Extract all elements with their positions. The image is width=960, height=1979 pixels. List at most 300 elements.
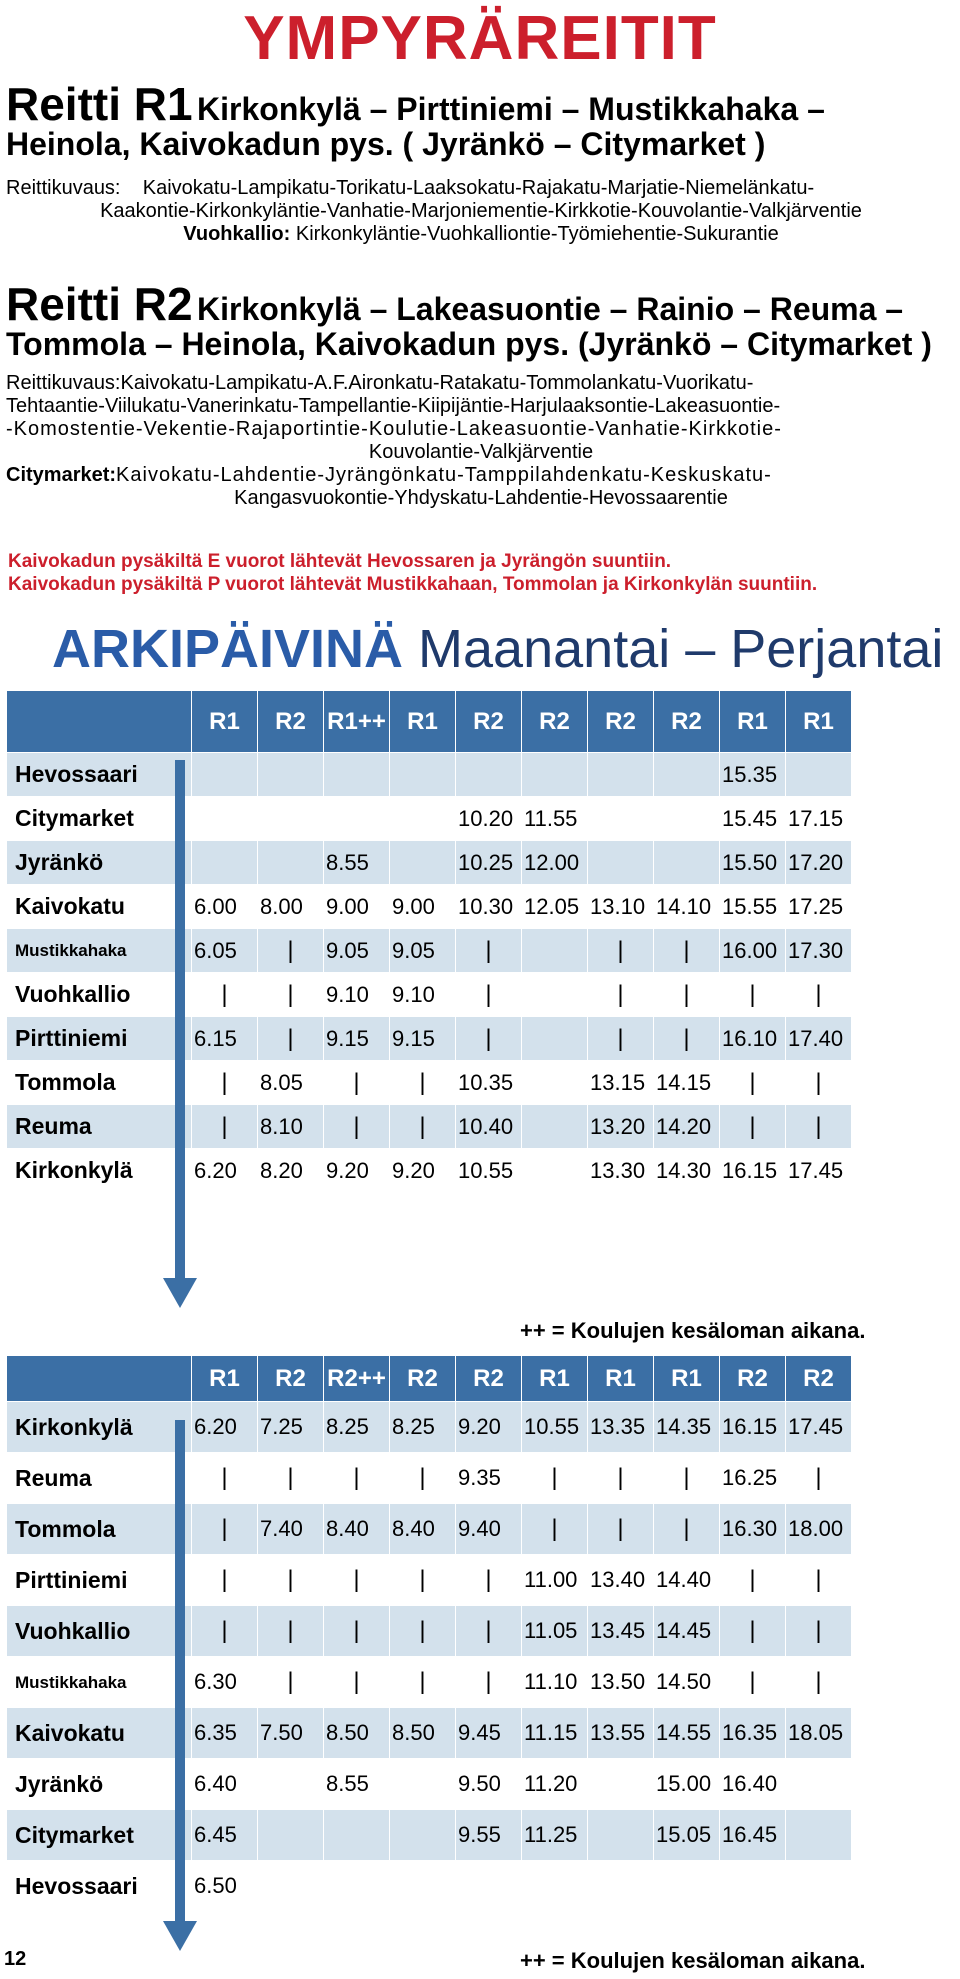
stop-name: Pirttiniemi	[7, 1555, 192, 1606]
stop-name: Mustikkahaka	[7, 1657, 192, 1708]
route1-code: Reitti R1	[6, 78, 193, 130]
pass-through-marker: |	[522, 1453, 588, 1504]
pass-through-marker: |	[390, 1555, 456, 1606]
departure-time	[390, 797, 456, 841]
departure-time: 6.45	[192, 1810, 258, 1861]
route2-description-line3: -Komostentie-Vekentie-Rajaportintie-Koulutie-Lakeasuontie-Vanhatie-Kirkkotie-	[6, 418, 782, 440]
pass-through-marker: |	[786, 973, 852, 1017]
stop-name: Hevossaari	[7, 1861, 192, 1912]
pass-through-marker: |	[324, 1105, 390, 1149]
route1-description	[6, 177, 956, 246]
pass-through-marker: |	[390, 1453, 456, 1504]
departure-time: 11.00	[522, 1555, 588, 1606]
departure-time: 6.30	[192, 1657, 258, 1708]
departure-time: 7.40	[258, 1504, 324, 1555]
table-row	[7, 973, 852, 1017]
direction-arrow-shaft-1	[175, 760, 185, 1280]
departure-time: 7.50	[258, 1708, 324, 1759]
stop-name: Pirttiniemi	[7, 1017, 192, 1061]
pass-through-marker: |	[192, 1504, 258, 1555]
departure-time: 12.05	[522, 885, 588, 929]
departure-time: 13.50	[588, 1657, 654, 1708]
pass-through-marker: |	[786, 1657, 852, 1708]
departure-time: 18.05	[786, 1708, 852, 1759]
route-column-header: R1	[192, 691, 258, 753]
table-row	[7, 841, 852, 885]
stop-name: Reuma	[7, 1105, 192, 1149]
direction-arrow-head-2	[163, 1921, 197, 1951]
route2-name-line2: Tommola – Heinola, Kaivokadun pys. (Jyränkö – Citymarket )	[6, 326, 932, 363]
route-column-header: R2	[456, 691, 522, 753]
departure-time: 16.10	[720, 1017, 786, 1061]
departure-time	[456, 1861, 522, 1912]
weekday-heading	[52, 619, 944, 679]
departure-time: 8.50	[390, 1708, 456, 1759]
pass-through-marker: |	[258, 1555, 324, 1606]
header-corner	[7, 691, 192, 753]
departure-time: 14.55	[654, 1708, 720, 1759]
departure-time: 6.20	[192, 1402, 258, 1453]
departure-time: 8.50	[324, 1708, 390, 1759]
stop-name: Mustikkahaka	[7, 929, 192, 973]
pass-through-marker: |	[720, 1555, 786, 1606]
route1-name-line1: Kirkonkylä – Pirttiniemi – Mustikkahaka –	[197, 91, 825, 127]
departure-time: 13.15	[588, 1061, 654, 1105]
departure-time	[258, 1810, 324, 1861]
route2-description-line4: Kouvolantie-Valkjärventie	[368, 441, 594, 463]
departure-time: 10.55	[522, 1402, 588, 1453]
departure-time: 9.40	[456, 1504, 522, 1555]
departure-time: 6.40	[192, 1759, 258, 1810]
departure-time	[522, 1017, 588, 1061]
departure-time	[522, 753, 588, 797]
pass-through-marker: |	[324, 1555, 390, 1606]
route-column-header: R2	[390, 1356, 456, 1402]
stop-name: Kirkonkylä	[7, 1149, 192, 1193]
departure-time: 13.40	[588, 1555, 654, 1606]
departure-time: 16.25	[720, 1453, 786, 1504]
table-row	[7, 929, 852, 973]
header-corner	[7, 1356, 192, 1402]
route2-variant-label: Citymarket:	[6, 464, 117, 486]
departure-time: 17.45	[786, 1149, 852, 1193]
departure-time: 8.55	[324, 841, 390, 885]
departure-time: 15.45	[720, 797, 786, 841]
pass-through-marker: |	[456, 929, 522, 973]
departure-time: 14.35	[654, 1402, 720, 1453]
pass-through-marker: |	[654, 929, 720, 973]
departure-time	[786, 1810, 852, 1861]
route2-code: Reitti R2	[6, 278, 193, 330]
departure-time	[258, 841, 324, 885]
route2-title	[6, 280, 932, 362]
pass-through-marker: |	[324, 1453, 390, 1504]
route-column-header: R2	[720, 1356, 786, 1402]
table1-footnote: ++ = Koulujen kesäloman aikana.	[520, 1318, 866, 1343]
departure-time: 13.10	[588, 885, 654, 929]
pass-through-marker: |	[192, 1061, 258, 1105]
table-row	[7, 1810, 852, 1861]
departure-time: 15.55	[720, 885, 786, 929]
route1-description-line1: Kaivokatu-Lampikatu-Torikatu-Laaksokatu-Rajakatu-Marjatie-Niemelänkatu-	[142, 177, 815, 199]
departure-time	[324, 753, 390, 797]
route1-variant-text: Kirkonkyläntie-Vuohkalliontie-Työmiehentie-Sukurantie	[295, 223, 779, 245]
departure-time: 10.40	[456, 1105, 522, 1149]
departure-time	[390, 1759, 456, 1810]
departure-time	[324, 797, 390, 841]
table-header-row	[7, 691, 852, 753]
departure-time: 10.20	[456, 797, 522, 841]
table-row	[7, 1017, 852, 1061]
departure-time: 9.15	[390, 1017, 456, 1061]
departure-time: 16.15	[720, 1402, 786, 1453]
pass-through-marker: |	[456, 1555, 522, 1606]
route-column-header: R1	[192, 1356, 258, 1402]
pass-through-marker: |	[258, 973, 324, 1017]
departure-time: 11.25	[522, 1810, 588, 1861]
departure-time: 16.00	[720, 929, 786, 973]
departure-time: 17.30	[786, 929, 852, 973]
departure-time: 11.05	[522, 1606, 588, 1657]
departure-time: 14.20	[654, 1105, 720, 1149]
table-row	[7, 1453, 852, 1504]
pass-through-marker: |	[258, 1606, 324, 1657]
pass-through-marker: |	[654, 1453, 720, 1504]
table-row	[7, 1149, 852, 1193]
pass-through-marker: |	[192, 1606, 258, 1657]
departure-time: 13.55	[588, 1708, 654, 1759]
departure-time: 9.55	[456, 1810, 522, 1861]
pass-through-marker: |	[456, 1606, 522, 1657]
departure-time: 17.25	[786, 885, 852, 929]
route-column-header: R2++	[324, 1356, 390, 1402]
pass-through-marker: |	[192, 1105, 258, 1149]
pass-through-marker: |	[786, 1555, 852, 1606]
departure-time	[588, 1861, 654, 1912]
route1-variant-label: Vuohkallio:	[183, 223, 291, 245]
route2-description	[6, 372, 956, 510]
departure-time: 14.50	[654, 1657, 720, 1708]
departure-time: 9.50	[456, 1759, 522, 1810]
route-column-header: R2	[588, 691, 654, 753]
route-column-header: R1	[720, 691, 786, 753]
timetable-return	[6, 1355, 852, 1912]
stop-name: Vuohkallio	[7, 1606, 192, 1657]
departure-time: 9.20	[324, 1149, 390, 1193]
stop-name: Jyränkö	[7, 1759, 192, 1810]
departure-time: 11.15	[522, 1708, 588, 1759]
departure-time: 10.30	[456, 885, 522, 929]
departure-time: 6.00	[192, 885, 258, 929]
departure-time: 6.15	[192, 1017, 258, 1061]
departure-time: 13.30	[588, 1149, 654, 1193]
route2-description-line2: Tehtaantie-Viilukatu-Vanerinkatu-Tampellantie-Kiipijäntie-Harjulaaksontie-Lakeasuontie-	[6, 395, 781, 417]
table-row	[7, 797, 852, 841]
departure-time: 6.20	[192, 1149, 258, 1193]
departure-time	[588, 797, 654, 841]
departure-time: 8.10	[258, 1105, 324, 1149]
table-header-row	[7, 1356, 852, 1402]
departure-time: 11.55	[522, 797, 588, 841]
stop-name: Kirkonkylä	[7, 1402, 192, 1453]
pass-through-marker: |	[390, 1061, 456, 1105]
departure-time	[786, 1861, 852, 1912]
departure-time: 12.00	[522, 841, 588, 885]
departure-time: 9.05	[390, 929, 456, 973]
departure-time: 14.10	[654, 885, 720, 929]
table2-footnote: ++ = Koulujen kesäloman aikana.	[520, 1948, 866, 1973]
stop-name: Reuma	[7, 1453, 192, 1504]
departure-time: 6.35	[192, 1708, 258, 1759]
departure-time	[654, 841, 720, 885]
departure-time	[588, 841, 654, 885]
departure-time: 8.40	[324, 1504, 390, 1555]
departure-time: 6.05	[192, 929, 258, 973]
departure-time	[324, 1861, 390, 1912]
departure-time	[258, 1861, 324, 1912]
table-row	[7, 1105, 852, 1149]
departure-time: 9.05	[324, 929, 390, 973]
route2-variant-line1: Kaivokatu-Lahdentie-Jyrängönkatu-Tamppilahdenkatu-Keskuskatu-	[116, 464, 772, 486]
departure-time: 10.35	[456, 1061, 522, 1105]
departure-time: 9.20	[456, 1402, 522, 1453]
departure-time	[390, 1861, 456, 1912]
route-column-header: R2	[654, 691, 720, 753]
stop-name: Tommola	[7, 1061, 192, 1105]
departure-time	[390, 841, 456, 885]
pass-through-marker: |	[258, 929, 324, 973]
departure-time	[522, 1861, 588, 1912]
departure-time	[390, 753, 456, 797]
departure-time: 8.40	[390, 1504, 456, 1555]
timetable-outbound	[6, 690, 852, 1193]
pass-through-marker: |	[720, 1105, 786, 1149]
route-column-header: R2	[456, 1356, 522, 1402]
departure-time: 6.50	[192, 1861, 258, 1912]
departure-time	[522, 1149, 588, 1193]
pass-through-marker: |	[654, 973, 720, 1017]
direction-arrow-shaft-2	[175, 1420, 185, 1923]
route-column-header: R1	[786, 691, 852, 753]
pass-through-marker: |	[324, 1061, 390, 1105]
departure-time	[720, 1861, 786, 1912]
departure-time	[192, 753, 258, 797]
notice-p-stop: Kaivokadun pysäkiltä P vuorot lähtevät Mustikkahaan, Tommolan ja Kirkonkylän suuntiin.	[8, 574, 818, 595]
departure-time: 7.25	[258, 1402, 324, 1453]
route-column-header: R1	[654, 1356, 720, 1402]
departure-time: 8.25	[324, 1402, 390, 1453]
pass-through-marker: |	[390, 1105, 456, 1149]
direction-arrow-head-1	[163, 1278, 197, 1308]
pass-through-marker: |	[720, 1657, 786, 1708]
departure-time	[654, 753, 720, 797]
route2-name-line1: Kirkonkylä – Lakeasuontie – Rainio – Reuma –	[197, 291, 904, 327]
route-column-header: R2	[522, 691, 588, 753]
departure-time: 15.05	[654, 1810, 720, 1861]
route-column-header: R2	[258, 1356, 324, 1402]
pass-through-marker: |	[588, 1017, 654, 1061]
pass-through-marker: |	[390, 1657, 456, 1708]
table-row	[7, 753, 852, 797]
departure-time: 16.45	[720, 1810, 786, 1861]
pass-through-marker: |	[192, 1555, 258, 1606]
pass-through-marker: |	[654, 1504, 720, 1555]
page-number: 12	[4, 1948, 27, 1970]
route2-description-label: Reittikuvaus:	[6, 372, 121, 394]
departure-time: 18.00	[786, 1504, 852, 1555]
departure-time: 9.35	[456, 1453, 522, 1504]
route2-variant-line2: Kangasvuokontie-Yhdyskatu-Lahdentie-Hevossaarentie	[234, 487, 728, 509]
departure-time: 15.35	[720, 753, 786, 797]
departure-time: 14.15	[654, 1061, 720, 1105]
departure-time	[192, 841, 258, 885]
departure-time: 16.30	[720, 1504, 786, 1555]
departure-time: 9.00	[390, 885, 456, 929]
departure-time	[192, 797, 258, 841]
pass-through-marker: |	[588, 1504, 654, 1555]
departure-time: 8.00	[258, 885, 324, 929]
departure-time: 8.20	[258, 1149, 324, 1193]
pass-through-marker: |	[258, 1453, 324, 1504]
pass-through-marker: |	[324, 1657, 390, 1708]
pass-through-marker: |	[258, 1657, 324, 1708]
pass-through-marker: |	[786, 1453, 852, 1504]
departure-time: 9.20	[390, 1149, 456, 1193]
departure-time	[456, 753, 522, 797]
departure-time	[588, 1759, 654, 1810]
departure-time: 10.55	[456, 1149, 522, 1193]
stop-name: Hevossaari	[7, 753, 192, 797]
departure-time: 16.15	[720, 1149, 786, 1193]
departure-time: 17.20	[786, 841, 852, 885]
route-column-header: R2	[258, 691, 324, 753]
pass-through-marker: |	[588, 929, 654, 973]
departure-time: 14.30	[654, 1149, 720, 1193]
departure-time	[588, 1810, 654, 1861]
departure-time: 15.00	[654, 1759, 720, 1810]
departure-time	[654, 1861, 720, 1912]
route1-title	[6, 80, 825, 162]
pass-through-marker: |	[258, 1017, 324, 1061]
stop-name: Tommola	[7, 1504, 192, 1555]
page-title: YMPYRÄREITIT	[243, 4, 717, 73]
departure-time	[522, 973, 588, 1017]
table-row	[7, 1061, 852, 1105]
table-row	[7, 1555, 852, 1606]
pass-through-marker: |	[654, 1017, 720, 1061]
weekday-heading-rest: Maanantai – Perjantai	[418, 619, 944, 679]
departure-time	[588, 753, 654, 797]
departure-time: 17.15	[786, 797, 852, 841]
table-row	[7, 1402, 852, 1453]
departure-time	[522, 1105, 588, 1149]
departure-time: 11.20	[522, 1759, 588, 1810]
departure-time	[258, 797, 324, 841]
departure-time: 17.40	[786, 1017, 852, 1061]
departure-time	[258, 753, 324, 797]
pass-through-marker: |	[786, 1105, 852, 1149]
pass-through-marker: |	[456, 1017, 522, 1061]
pass-through-marker: |	[192, 1453, 258, 1504]
stop-name: Citymarket	[7, 1810, 192, 1861]
table-row	[7, 1708, 852, 1759]
departure-time: 13.20	[588, 1105, 654, 1149]
stop-name: Jyränkö	[7, 841, 192, 885]
route-column-header: R1++	[324, 691, 390, 753]
departure-time	[522, 929, 588, 973]
route-column-header: R2	[786, 1356, 852, 1402]
departure-time: 11.10	[522, 1657, 588, 1708]
route1-name-line2: Heinola, Kaivokadun pys. ( Jyränkö – Citymarket )	[6, 126, 766, 163]
route-column-header: R1	[588, 1356, 654, 1402]
departure-time: 17.45	[786, 1402, 852, 1453]
departure-time: 8.55	[324, 1759, 390, 1810]
departure-time: 14.45	[654, 1606, 720, 1657]
departure-time: 9.00	[324, 885, 390, 929]
departure-time: 9.45	[456, 1708, 522, 1759]
departure-time: 16.40	[720, 1759, 786, 1810]
departure-time	[258, 1759, 324, 1810]
pass-through-marker: |	[588, 1453, 654, 1504]
departure-time: 10.25	[456, 841, 522, 885]
pass-through-marker: |	[456, 1657, 522, 1708]
table-row	[7, 1759, 852, 1810]
table-row	[7, 1606, 852, 1657]
table-row	[7, 1504, 852, 1555]
table-row	[7, 1657, 852, 1708]
departure-time	[786, 753, 852, 797]
pass-through-marker: |	[192, 973, 258, 1017]
route1-description-label: Reittikuvaus:	[6, 177, 121, 199]
stop-name: Citymarket	[7, 797, 192, 841]
pass-through-marker: |	[522, 1504, 588, 1555]
departure-time: 8.05	[258, 1061, 324, 1105]
pass-through-marker: |	[324, 1606, 390, 1657]
departure-time: 13.35	[588, 1402, 654, 1453]
table-row	[7, 1861, 852, 1912]
departure-time: 9.10	[324, 973, 390, 1017]
departure-time	[654, 797, 720, 841]
table-row	[7, 885, 852, 929]
departure-time	[390, 1810, 456, 1861]
departure-time: 9.10	[390, 973, 456, 1017]
departure-time: 16.35	[720, 1708, 786, 1759]
stop-name: Kaivokatu	[7, 1708, 192, 1759]
pass-through-marker: |	[720, 1606, 786, 1657]
departure-time: 13.45	[588, 1606, 654, 1657]
route-column-header: R1	[522, 1356, 588, 1402]
departure-time: 15.50	[720, 841, 786, 885]
stop-name: Vuohkallio	[7, 973, 192, 1017]
weekday-heading-bold: ARKIPÄIVINÄ	[52, 619, 404, 679]
departure-time	[522, 1061, 588, 1105]
pass-through-marker: |	[786, 1061, 852, 1105]
pass-through-marker: |	[588, 973, 654, 1017]
departure-time	[324, 1810, 390, 1861]
departure-time: 9.15	[324, 1017, 390, 1061]
notice-e-stop: Kaivokadun pysäkiltä E vuorot lähtevät Hevossaren ja Jyrängön suuntiin.	[8, 551, 672, 572]
pass-through-marker: |	[786, 1606, 852, 1657]
departure-time	[786, 1759, 852, 1810]
stop-name: Kaivokatu	[7, 885, 192, 929]
route2-description-line1: Kaivokatu-Lampikatu-A.F.Aironkatu-Ratakatu-Tommolankatu-Vuorikatu-	[120, 372, 754, 394]
route-column-header: R1	[390, 691, 456, 753]
departure-time: 14.40	[654, 1555, 720, 1606]
pass-through-marker: |	[456, 973, 522, 1017]
route1-description-line2: Kaakontie-Kirkonkyläntie-Vanhatie-Marjoniementie-Kirkkotie-Kouvolantie-Valkjärventie	[100, 200, 862, 222]
pass-through-marker: |	[390, 1606, 456, 1657]
departure-time: 8.25	[390, 1402, 456, 1453]
